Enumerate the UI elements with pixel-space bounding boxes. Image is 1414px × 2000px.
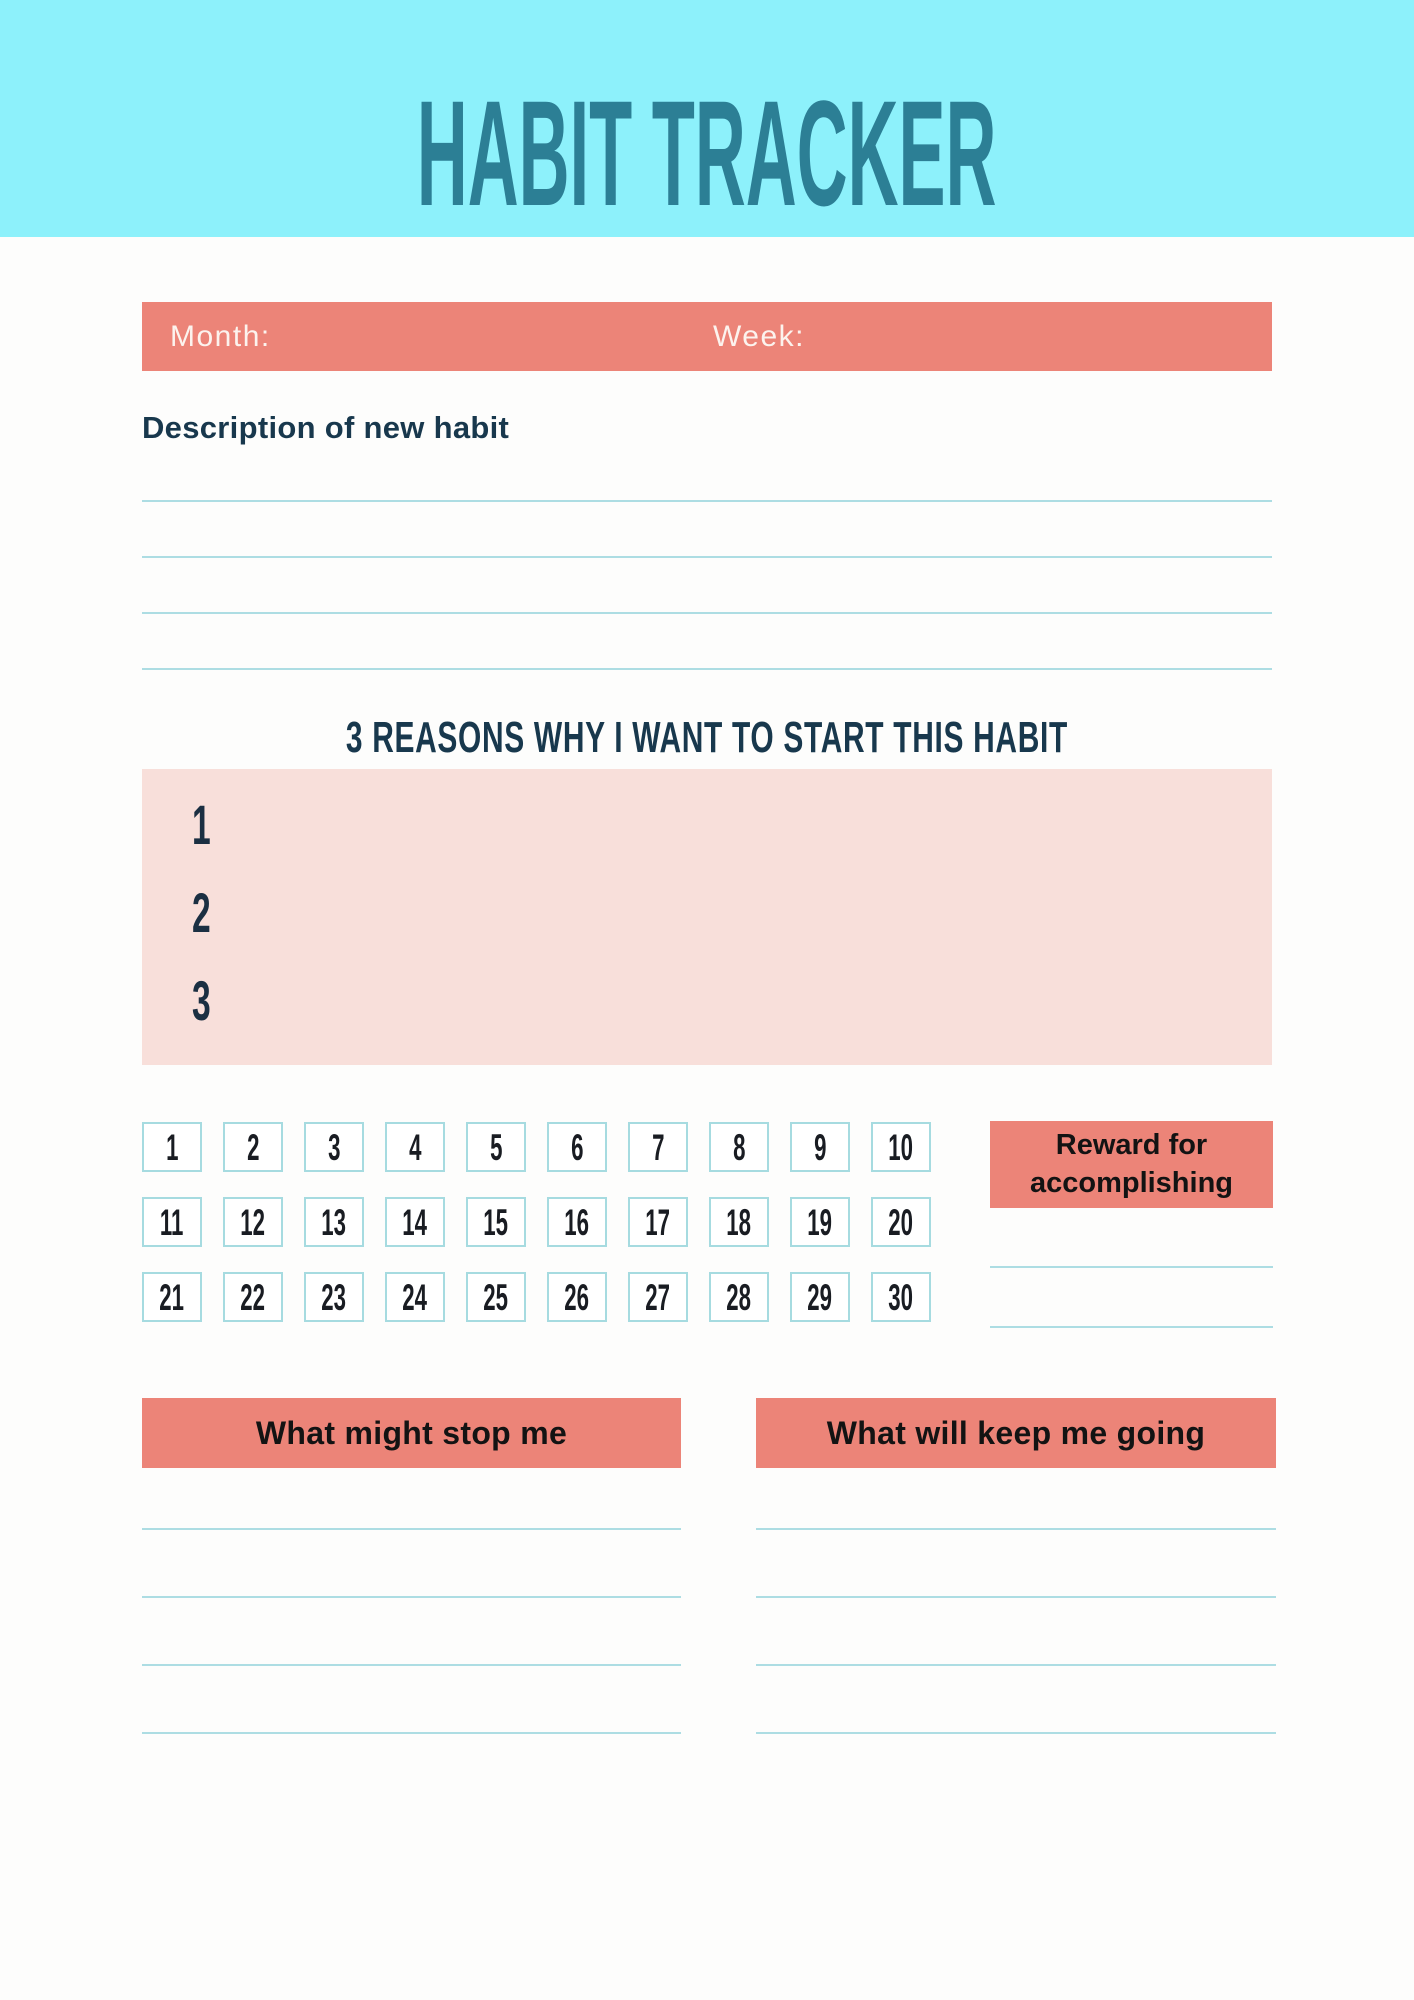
- day-cell[interactable]: [466, 1197, 526, 1247]
- header-title-wrap: [0, 69, 1414, 237]
- reasons-box: [142, 769, 1272, 1065]
- day-cell[interactable]: [628, 1272, 688, 1322]
- day-number: 2: [246, 1126, 260, 1168]
- obstacles-header: [142, 1398, 681, 1468]
- day-number: 25: [483, 1276, 509, 1318]
- ruled-line: [142, 500, 1272, 502]
- day-cell[interactable]: [304, 1197, 364, 1247]
- obstacles-heading: What might stop me: [255, 1414, 568, 1451]
- day-number: 30: [888, 1276, 914, 1318]
- ruled-line: [990, 1266, 1273, 1268]
- day-cell[interactable]: [223, 1122, 283, 1172]
- day-cell[interactable]: [709, 1272, 769, 1322]
- ruled-line: [142, 1664, 681, 1666]
- day-cell[interactable]: [385, 1197, 445, 1247]
- day-number: 12: [240, 1201, 266, 1243]
- day-number: 17: [645, 1201, 671, 1243]
- day-grid: [142, 1122, 931, 1322]
- day-number: 7: [651, 1126, 665, 1168]
- page-title: HABIT TRACKER: [417, 69, 997, 237]
- day-number: 22: [240, 1276, 266, 1318]
- day-cell[interactable]: [223, 1272, 283, 1322]
- reasons-heading: 3 REASONS WHY I WANT TO START THIS HABIT: [345, 713, 1069, 762]
- day-number: 20: [888, 1201, 914, 1243]
- month-week-bar: [142, 302, 1272, 371]
- day-cell[interactable]: [385, 1272, 445, 1322]
- ruled-line: [142, 556, 1272, 558]
- ruled-line: [990, 1326, 1273, 1328]
- day-cell[interactable]: [466, 1122, 526, 1172]
- day-cell[interactable]: [142, 1197, 202, 1247]
- day-number: 18: [726, 1201, 752, 1243]
- day-number: 4: [408, 1126, 422, 1168]
- ruled-line: [756, 1732, 1276, 1734]
- day-number: 15: [483, 1201, 509, 1243]
- day-cell[interactable]: [304, 1272, 364, 1322]
- ruled-line: [142, 668, 1272, 670]
- day-cell[interactable]: [223, 1197, 283, 1247]
- day-cell[interactable]: [709, 1122, 769, 1172]
- day-cell[interactable]: [628, 1122, 688, 1172]
- day-number: 27: [645, 1276, 671, 1318]
- reason-number-1: 1: [192, 793, 211, 856]
- day-number: 9: [813, 1126, 827, 1168]
- day-number: 23: [321, 1276, 347, 1318]
- ruled-line: [142, 612, 1272, 614]
- day-cell[interactable]: [871, 1197, 931, 1247]
- day-number: 24: [402, 1276, 428, 1318]
- reward-heading: Reward for accomplishing: [1029, 1129, 1234, 1199]
- day-number: 6: [570, 1126, 584, 1168]
- ruled-line: [756, 1596, 1276, 1598]
- day-cell[interactable]: [709, 1197, 769, 1247]
- day-number: 8: [732, 1126, 746, 1168]
- motivation-heading: What will keep me going: [826, 1414, 1206, 1451]
- day-number: 29: [807, 1276, 833, 1318]
- day-number: 10: [888, 1126, 914, 1168]
- day-cell[interactable]: [466, 1272, 526, 1322]
- reason-number-2: 2: [192, 881, 211, 944]
- motivation-header: [756, 1398, 1276, 1468]
- ruled-line: [142, 1528, 681, 1530]
- week-label: Week:: [713, 319, 805, 353]
- day-number: 13: [321, 1201, 347, 1243]
- day-cell[interactable]: [790, 1122, 850, 1172]
- day-number: 1: [165, 1126, 179, 1168]
- ruled-line: [142, 1596, 681, 1598]
- day-cell[interactable]: [871, 1272, 931, 1322]
- day-cell[interactable]: [790, 1272, 850, 1322]
- day-cell[interactable]: [790, 1197, 850, 1247]
- day-number: 28: [726, 1276, 752, 1318]
- ruled-line: [756, 1528, 1276, 1530]
- day-number: 26: [564, 1276, 590, 1318]
- day-cell[interactable]: [628, 1197, 688, 1247]
- description-heading: Description of new habit: [142, 410, 510, 445]
- day-cell[interactable]: [385, 1122, 445, 1172]
- day-cell[interactable]: [547, 1122, 607, 1172]
- day-cell[interactable]: [871, 1122, 931, 1172]
- month-label: Month:: [170, 319, 271, 353]
- day-cell[interactable]: [547, 1197, 607, 1247]
- reward-box: [990, 1121, 1273, 1208]
- day-number: 16: [564, 1201, 590, 1243]
- day-cell[interactable]: [142, 1122, 202, 1172]
- reason-number-3: 3: [192, 969, 211, 1032]
- reasons-heading-wrap: [0, 713, 1414, 762]
- day-number: 5: [489, 1126, 503, 1168]
- ruled-line: [756, 1664, 1276, 1666]
- day-number: 19: [807, 1201, 833, 1243]
- day-number: 21: [159, 1276, 185, 1318]
- day-cell[interactable]: [547, 1272, 607, 1322]
- day-cell[interactable]: [304, 1122, 364, 1172]
- day-number: 14: [402, 1201, 428, 1243]
- ruled-line: [142, 1732, 681, 1734]
- day-cell[interactable]: [142, 1272, 202, 1322]
- day-number: 3: [327, 1126, 341, 1168]
- day-number: 11: [160, 1201, 184, 1243]
